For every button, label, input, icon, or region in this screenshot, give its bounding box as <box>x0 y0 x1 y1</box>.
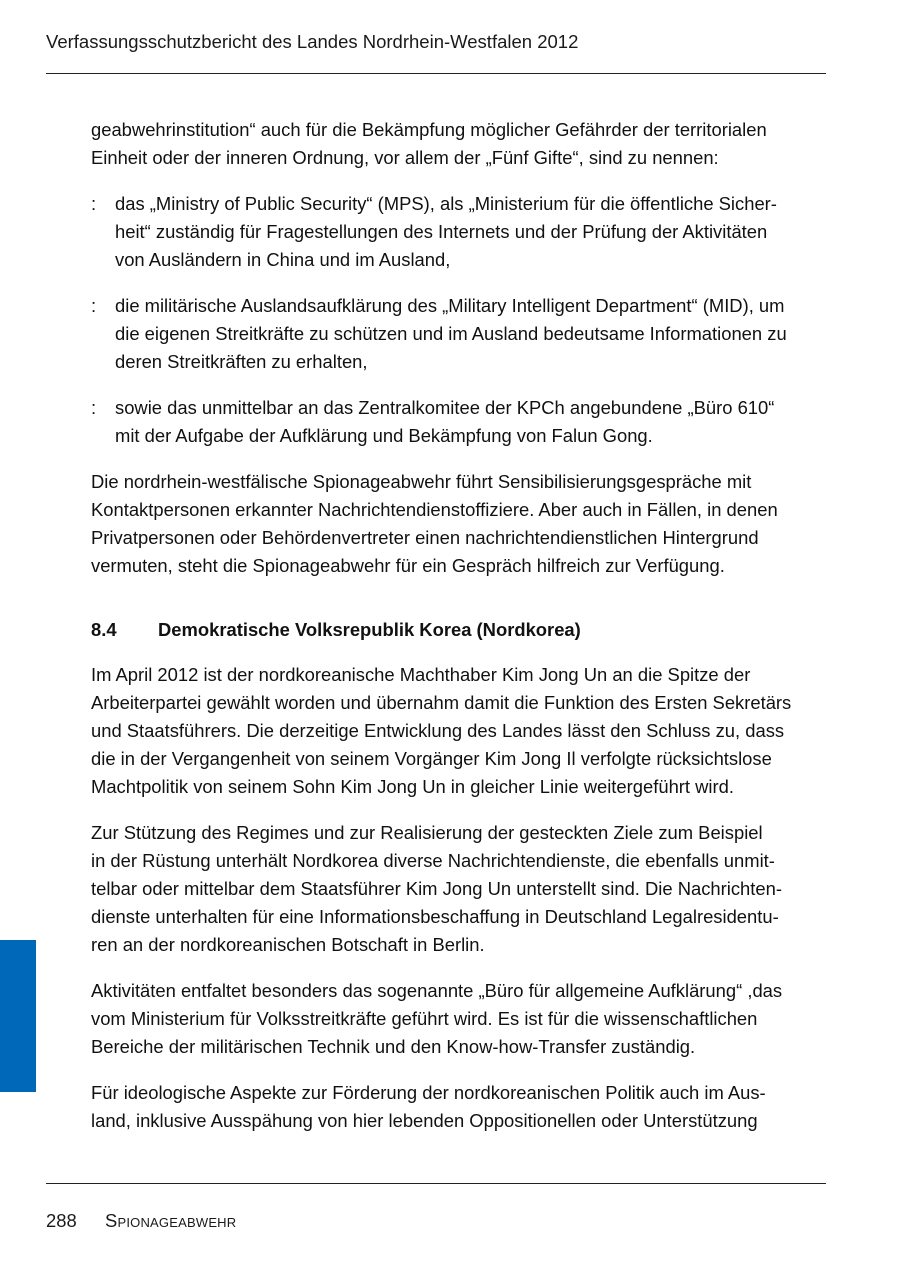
text-line: sowie das unmittelbar an das Zentralkomitee der KPCh angebundene „Büro 610“ <box>115 397 775 418</box>
body-paragraph <box>91 977 831 1061</box>
body-paragraph <box>91 1079 831 1135</box>
intro-paragraph <box>91 116 831 172</box>
text-line: Zur Stützung des Regimes und zur Realisierung der gesteckten Ziele zum Beispiel <box>91 822 763 843</box>
text-line: und Staatsführers. Die derzeitige Entwicklung des Landes lässt den Schluss zu, dass <box>91 720 785 741</box>
body-paragraph <box>91 468 831 580</box>
page-footer <box>46 1210 236 1232</box>
chapter-side-tab <box>0 940 36 1092</box>
text-line: Privatpersonen oder Behördenvertreter einen nachrichtendienstlichen Hintergrund <box>91 527 759 548</box>
section-number: 8.4 <box>91 619 117 640</box>
text-line: Für ideologische Aspekte zur Förderung der nordkoreanischen Politik auch im Aus- <box>91 1082 766 1103</box>
text-line: ren an der nordkoreanischen Botschaft in Berlin. <box>91 934 485 955</box>
text-line: mit der Aufgabe der Aufklärung und Bekämpfung von Falun Gong. <box>115 425 653 446</box>
text-line: Arbeiterpartei gewählt worden und übernahm damit die Funktion des Ersten Sekretärs <box>91 692 792 713</box>
text-line: das „Ministry of Public Security“ (MPS), als „Ministerium für die öffentliche Sicher- <box>115 193 777 214</box>
text-line: land, inklusive Ausspähung von hier lebenden Oppositionellen oder Unterstützung <box>91 1110 758 1131</box>
text-line: Einheit oder der inneren Ordnung, vor allem der „Fünf Gifte“, sind zu nennen: <box>91 147 719 168</box>
text-line: die militärische Auslandsaufklärung des „Military Intelligent Department“ (MID), um <box>115 295 785 316</box>
text-line: Aktivitäten entfaltet besonders das sogenannte „Büro für allgemeine Aufklärung“ ,das <box>91 980 783 1001</box>
text-line: in der Rüstung unterhält Nordkorea diverse Nachrichtendienste, die ebenfalls unmit- <box>91 850 775 871</box>
body-paragraph <box>91 819 831 959</box>
body-paragraph <box>91 661 831 801</box>
text-line: Bereiche der militärischen Technik und den Know-how-Transfer zuständig. <box>91 1036 696 1057</box>
text-line: die in der Vergangenheit von seinem Vorgänger Kim Jong Il verfolgte rücksichtslose <box>91 748 772 769</box>
running-header: Verfassungsschutzbericht des Landes Nordrhein-Westfalen 2012 <box>46 31 579 52</box>
page-number: 288 <box>46 1210 77 1231</box>
text-line: Kontaktpersonen erkannter Nachrichtendienstoffiziere. Aber auch in Fällen, in denen <box>91 499 778 520</box>
bullet-marker: : <box>91 193 97 214</box>
text-line: geabwehrinstitution“ auch für die Bekämpfung möglicher Gefährder der territorialen <box>91 119 767 140</box>
text-line: die eigenen Streitkräfte zu schützen und im Ausland bedeutsame Informationen zu <box>115 323 787 344</box>
text-line: Machtpolitik von seinem Sohn Kim Jong Un in gleicher Linie weitergeführt wird. <box>91 776 734 797</box>
text-line: heit“ zuständig für Fragestellungen des Internets und der Prüfung der Aktivitäten <box>115 221 768 242</box>
section-heading <box>91 616 831 644</box>
header-rule <box>46 73 826 74</box>
chapter-name: Spionageabwehr <box>105 1210 237 1231</box>
text-line: dienste unterhalten für eine Informationsbeschaffung in Deutschland Legalresidentu- <box>91 906 779 927</box>
bullet-item <box>91 394 831 450</box>
section-title: Demokratische Volksrepublik Korea (Nordkorea) <box>158 619 581 640</box>
text-line: telbar oder mittelbar dem Staatsführer Kim Jong Un unterstellt sind. Die Nachrichten- <box>91 878 782 899</box>
text-line: Die nordrhein-westfälische Spionageabwehr führt Sensibilisierungsgespräche mit <box>91 471 752 492</box>
footer-rule <box>46 1183 826 1184</box>
text-line: Im April 2012 ist der nordkoreanische Machthaber Kim Jong Un an die Spitze der <box>91 664 751 685</box>
text-line: vom Ministerium für Volksstreitkräfte geführt wird. Es ist für die wissenschaftlichen <box>91 1008 758 1029</box>
text-line: vermuten, steht die Spionageabwehr für ein Gespräch hilfreich zur Verfügung. <box>91 555 725 576</box>
bullet-item <box>91 190 831 274</box>
bullet-item <box>91 292 831 376</box>
page-body <box>91 116 831 1153</box>
bullet-marker: : <box>91 295 97 316</box>
bullet-marker: : <box>91 397 97 418</box>
text-line: deren Streitkräften zu erhalten, <box>115 351 368 372</box>
text-line: von Ausländern in China und im Ausland, <box>115 249 451 270</box>
